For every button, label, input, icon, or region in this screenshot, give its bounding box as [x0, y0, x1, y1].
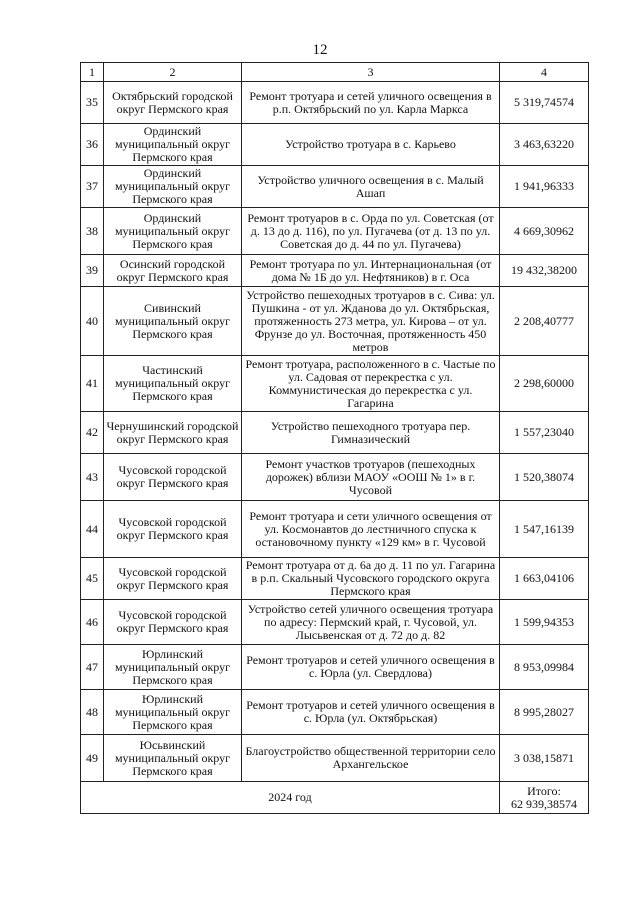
- table-row: [81, 82, 589, 124]
- description-cell: Ремонт тротуара от д. 6а до д. 11 по ул. Гагарина в р.п. Скальный Чусовского городского округа Пермского края: [242, 558, 500, 600]
- total-year: 2024 год: [81, 782, 500, 814]
- amount-cell: 1 599,94353: [500, 600, 589, 645]
- table-row: [81, 166, 589, 208]
- amount-cell: 1 941,96333: [500, 166, 589, 208]
- total-amount-cell: [500, 782, 589, 814]
- description-cell: Устройство сетей уличного освещения тротуара по адресу: Пермский край, г. Чусовой, ул. Лысьвенская от д. 72 до д. 82: [242, 600, 500, 645]
- table-row: [81, 690, 589, 735]
- row-number: 47: [81, 645, 104, 690]
- description-cell: Ремонт тротуара, расположенного в с. Частые по ул. Садовая от перекрестка с ул. Коммунистическая до перекрестка с ул. Гагарина: [242, 356, 500, 412]
- description-cell: Ремонт тротуара и сетей уличного освещения в р.п. Октябрьский по ул. Карла Маркса: [242, 82, 500, 124]
- table-row: [81, 124, 589, 166]
- description-cell: Благоустройство общественной территории село Архангельское: [242, 735, 500, 782]
- row-number: 49: [81, 735, 104, 782]
- row-number: 39: [81, 255, 104, 287]
- row-number: 37: [81, 166, 104, 208]
- projects-table: [80, 62, 589, 814]
- table-row: [81, 287, 589, 356]
- amount-cell: 8 995,28027: [500, 690, 589, 735]
- row-number: 46: [81, 600, 104, 645]
- municipality-cell: Юсьвинский муниципальный округ Пермского края: [104, 735, 242, 782]
- description-cell: Устройство пешеходных тротуаров в с. Сива: ул. Пушкина - от ул. Жданова до ул. Октябрьская, протяженность 273 метра, ул. Кирова – от ул. Фрунзе до ул. Восточная, протяженность 450 метров: [242, 287, 500, 356]
- table-row: [81, 558, 589, 600]
- municipality-cell: Ординский муниципальный округ Пермского края: [104, 124, 242, 166]
- total-row: [81, 782, 589, 814]
- municipality-cell: Юрлинский муниципальный округ Пермского края: [104, 645, 242, 690]
- header-cell: 2: [104, 63, 242, 82]
- table-row: [81, 454, 589, 501]
- amount-cell: 3 038,15871: [500, 735, 589, 782]
- municipality-cell: Чусовской городской округ Пермского края: [104, 454, 242, 501]
- header-cell: 1: [81, 63, 104, 82]
- header-row: [81, 63, 589, 82]
- page-number: 12: [312, 42, 328, 58]
- row-number: 35: [81, 82, 104, 124]
- description-cell: Ремонт тротуара и сети уличного освещения от ул. Космонавтов до лестничного спуска к остановочному пункту «129 км» в г. Чусовой: [242, 501, 500, 558]
- row-number: 41: [81, 356, 104, 412]
- municipality-cell: Чусовской городской округ Пермского края: [104, 600, 242, 645]
- row-number: 45: [81, 558, 104, 600]
- row-number: 38: [81, 208, 104, 255]
- total-label: Итого:: [527, 783, 561, 798]
- municipality-cell: Частинский муниципальный округ Пермского края: [104, 356, 242, 412]
- municipality-cell: Чусовской городской округ Пермского края: [104, 558, 242, 600]
- table-row: [81, 735, 589, 782]
- municipality-cell: Ординский муниципальный округ Пермского края: [104, 208, 242, 255]
- amount-cell: 8 953,09984: [500, 645, 589, 690]
- municipality-cell: Чусовской городской округ Пермского края: [104, 501, 242, 558]
- amount-cell: 4 669,30962: [500, 208, 589, 255]
- amount-cell: 1 520,38074: [500, 454, 589, 501]
- municipality-cell: Сивинский муниципальный округ Пермского края: [104, 287, 242, 356]
- row-number: 42: [81, 412, 104, 454]
- table-row: [81, 208, 589, 255]
- description-cell: Ремонт тротуаров и сетей уличного освещения в с. Юрла (ул. Свердлова): [242, 645, 500, 690]
- table-row: [81, 412, 589, 454]
- row-number: 44: [81, 501, 104, 558]
- amount-cell: 19 432,38200: [500, 255, 589, 287]
- description-cell: Устройство пешеходного тротуара пер. Гимназический: [242, 412, 500, 454]
- row-number: 36: [81, 124, 104, 166]
- header-cell: 4: [500, 63, 589, 82]
- municipality-cell: Осинский городской округ Пермского края: [104, 255, 242, 287]
- amount-cell: 2 298,60000: [500, 356, 589, 412]
- row-number: 43: [81, 454, 104, 501]
- description-cell: Устройство уличного освещения в с. Малый Ашап: [242, 166, 500, 208]
- table-row: [81, 356, 589, 412]
- row-number: 40: [81, 287, 104, 356]
- amount-cell: 1 663,04106: [500, 558, 589, 600]
- amount-cell: 2 208,40777: [500, 287, 589, 356]
- row-number: 48: [81, 690, 104, 735]
- table-row: [81, 501, 589, 558]
- description-cell: Ремонт тротуаров в с. Орда по ул. Советская (от д. 13 до д. 116), по ул. Пугачева (от д. 13 по ул. Советская до д. 44 по ул. Пугачева): [242, 208, 500, 255]
- amount-cell: 1 547,16139: [500, 501, 589, 558]
- amount-cell: 5 319,74574: [500, 82, 589, 124]
- municipality-cell: Чернушинский городской округ Пермского края: [104, 412, 242, 454]
- header-cell: 3: [242, 63, 500, 82]
- amount-cell: 1 557,23040: [500, 412, 589, 454]
- municipality-cell: Юрлинский муниципальный округ Пермского края: [104, 690, 242, 735]
- total-amount: 62 939,38574: [511, 796, 577, 811]
- description-cell: Ремонт участков тротуаров (пешеходных дорожек) вблизи МАОУ «ООШ № 1» в г. Чусовой: [242, 454, 500, 501]
- table-row: [81, 600, 589, 645]
- municipality-cell: Октябрьский городской округ Пермского края: [104, 82, 242, 124]
- table-row: [81, 645, 589, 690]
- description-cell: Ремонт тротуаров и сетей уличного освещения в с. Юрла (ул. Октябрьская): [242, 690, 500, 735]
- description-cell: Устройство тротуара в с. Карьево: [242, 124, 500, 166]
- description-cell: Ремонт тротуара по ул. Интернациональная (от дома № 1Б до ул. Нефтяников) в г. Оса: [242, 255, 500, 287]
- table-row: [81, 255, 589, 287]
- municipality-cell: Ординский муниципальный округ Пермского края: [104, 166, 242, 208]
- amount-cell: 3 463,63220: [500, 124, 589, 166]
